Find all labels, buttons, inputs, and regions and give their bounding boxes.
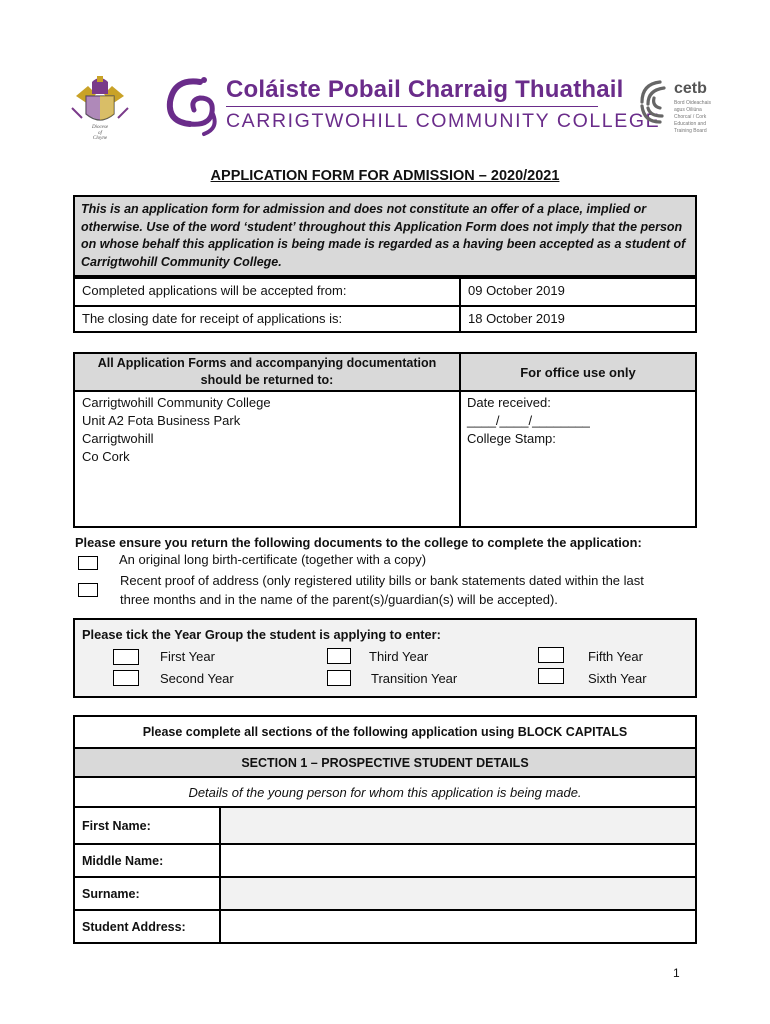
block-capitals-note: Please complete all sections of the following application using BLOCK CAPITALS: [142, 725, 628, 739]
year-group-heading: Please tick the Year Group the student is applying to enter:: [82, 627, 441, 642]
diocese-logo-word: Cloyne: [92, 136, 108, 141]
field-row: [74, 844, 696, 877]
sixth-year-checkbox[interactable]: [538, 668, 564, 684]
cetb-wordmark: cetb: [674, 80, 707, 97]
middle-name-input[interactable]: [220, 844, 696, 877]
proof-of-address-checkbox[interactable]: [78, 583, 98, 597]
field-row: [74, 910, 696, 943]
date-value: 18 October 2019: [468, 311, 565, 326]
field-label: Student Address:: [82, 919, 186, 934]
college-stamp-label: College Stamp:: [467, 431, 556, 446]
return-address: Carrigtwohill Community College Unit A2 Fota Business Park Carrigtwohill Co Cork: [82, 395, 271, 464]
dates-table: [73, 277, 697, 333]
date-value: 09 October 2019: [468, 283, 565, 298]
college-logo-rule: [226, 106, 598, 107]
year-label: Second Year: [160, 671, 234, 686]
birth-certificate-checkbox[interactable]: [78, 556, 98, 570]
document-item: An original long birth-certificate (together with a copy): [119, 552, 427, 567]
field-label: Middle Name:: [82, 853, 164, 868]
return-heading: All Application Forms and accompanying documentation should be returned to:: [97, 356, 437, 387]
form-title: APPLICATION FORM FOR ADMISSION – 2020/2021: [210, 168, 560, 184]
surname-input[interactable]: [220, 877, 696, 910]
first-name-input[interactable]: [220, 807, 696, 844]
year-label: Fifth Year: [588, 649, 643, 664]
field-label: Surname:: [82, 886, 140, 901]
first-year-checkbox[interactable]: [113, 649, 139, 665]
college-swirl-icon: [160, 72, 226, 138]
date-received-blank: ____/____/________: [467, 413, 590, 428]
date-label: Completed applications will be accepted from:: [82, 283, 347, 298]
date-label: The closing date for receipt of applications is:: [82, 311, 343, 326]
diocese-logo-word: of: [98, 130, 102, 136]
college-logo: [160, 72, 661, 138]
second-year-checkbox[interactable]: [113, 670, 139, 686]
intro-disclaimer: This is an application form for admission and does not constitute an offer of a place, implied or otherwise. Use of the word ‘student’ throughout this Application Form does not imply that the person on whose behalf this application is being made is regarded as a having been accepted as a student of Carrigtwohill Community College.: [73, 195, 697, 277]
year-label: Transition Year: [371, 671, 458, 686]
year-group-box: [73, 618, 697, 698]
year-label: First Year: [160, 649, 215, 664]
office-use-heading: For office use only: [520, 364, 636, 380]
diocese-crest-logo: [66, 74, 134, 142]
return-address-table: [73, 352, 697, 528]
field-row: [74, 877, 696, 910]
field-row: [74, 807, 696, 844]
document-item: Recent proof of address (only registered utility bills or bank statements dated within the last: [120, 573, 644, 588]
fifth-year-checkbox[interactable]: [538, 647, 564, 663]
year-label: Third Year: [369, 649, 429, 664]
date-row: [74, 306, 696, 332]
college-name-english: CARRIGTWOHILL COMMUNITY COLLEGE: [226, 110, 661, 132]
third-year-checkbox[interactable]: [327, 648, 351, 664]
documents-instruction: Please ensure you return the following documents to the college to complete the application:: [75, 535, 642, 550]
cetb-subtext: Bord Oideachais agus Oiliúna Chorcaí / Cork Education and Training Board: [674, 100, 711, 134]
college-name-irish: Coláiste Pobail Charraig Thuathail: [226, 76, 624, 103]
page-number: 1: [673, 966, 680, 980]
section1-subtitle: Details of the young person for whom this application is being made.: [188, 784, 582, 800]
date-received-label: Date received:: [467, 395, 551, 410]
transition-year-checkbox[interactable]: [327, 670, 351, 686]
document-item: three months and in the name of the parent(s)/guardian(s) will be accepted).: [120, 592, 558, 607]
field-label: First Name:: [82, 818, 151, 833]
diocese-logo-word: Diocese: [91, 125, 109, 130]
student-address-input[interactable]: [220, 910, 696, 943]
year-label: Sixth Year: [588, 671, 647, 686]
section1-title: SECTION 1 – PROSPECTIVE STUDENT DETAILS: [241, 755, 529, 770]
date-row: [74, 278, 696, 306]
cetb-swirl-icon: [634, 76, 674, 128]
cetb-logo: [634, 76, 716, 132]
student-details-table: [73, 715, 697, 944]
